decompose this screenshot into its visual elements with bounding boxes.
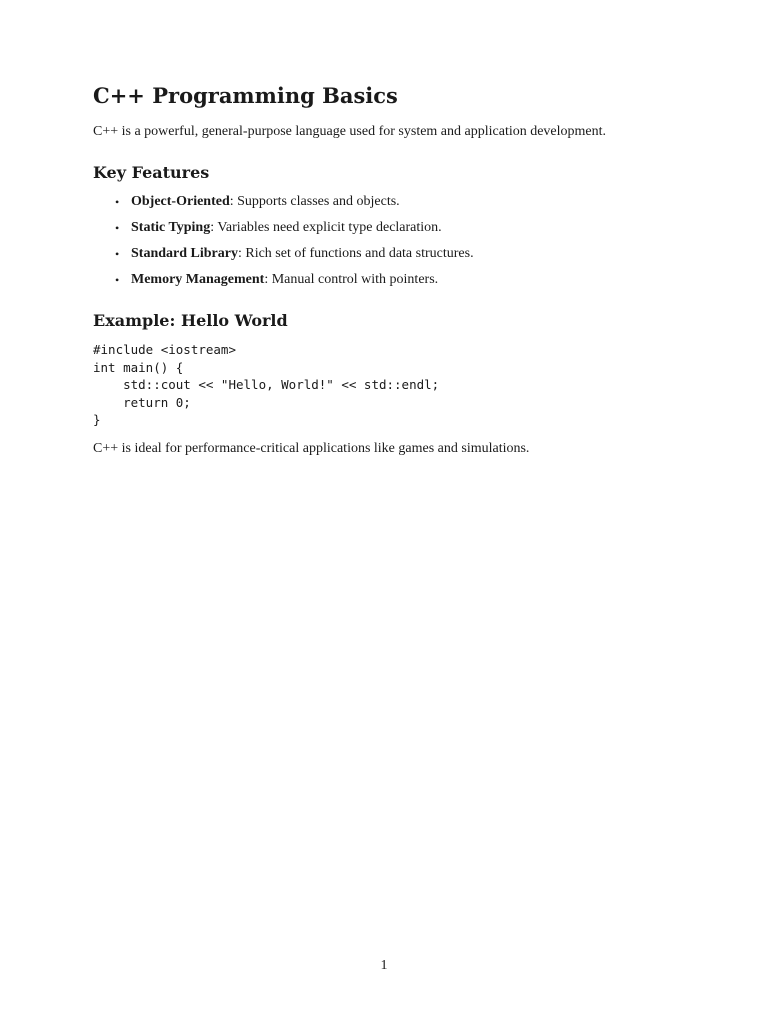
- list-item: [93, 193, 675, 211]
- page-number: 1: [380, 958, 388, 973]
- example-heading: Example: Hello World: [93, 311, 288, 330]
- feature-description: : Variables need explicit type declaration.: [210, 220, 442, 235]
- bullet-icon: •: [115, 221, 120, 235]
- closing-paragraph: C++ is ideal for performance-critical applications like games and simulations.: [93, 440, 530, 456]
- features-list: [93, 193, 675, 289]
- feature-term: Object-Oriented: [131, 194, 230, 209]
- intro-paragraph: C++ is a powerful, general-purpose language used for system and application development.: [93, 124, 607, 139]
- feature-description: : Supports classes and objects.: [229, 194, 400, 209]
- list-item: [93, 245, 675, 263]
- bullet-icon: •: [115, 273, 120, 287]
- bullet-icon: •: [115, 195, 120, 209]
- features-heading: Key Features: [93, 163, 210, 182]
- list-item: [93, 271, 675, 289]
- list-item: [93, 219, 675, 237]
- feature-term: Static Typing: [131, 220, 211, 235]
- code-block: #include <iostream> int main() { std::cout << "Hello, World!" << std::endl; return 0; }: [93, 342, 440, 427]
- feature-description: : Manual control with pointers.: [264, 272, 439, 287]
- bullet-icon: •: [115, 247, 120, 261]
- document-page: [93, 82, 675, 458]
- feature-term: Standard Library: [131, 246, 238, 261]
- page-title: C++ Programming Basics: [93, 83, 398, 108]
- feature-term: Memory Management: [131, 272, 265, 287]
- feature-description: : Rich set of functions and data structures.: [237, 246, 474, 261]
